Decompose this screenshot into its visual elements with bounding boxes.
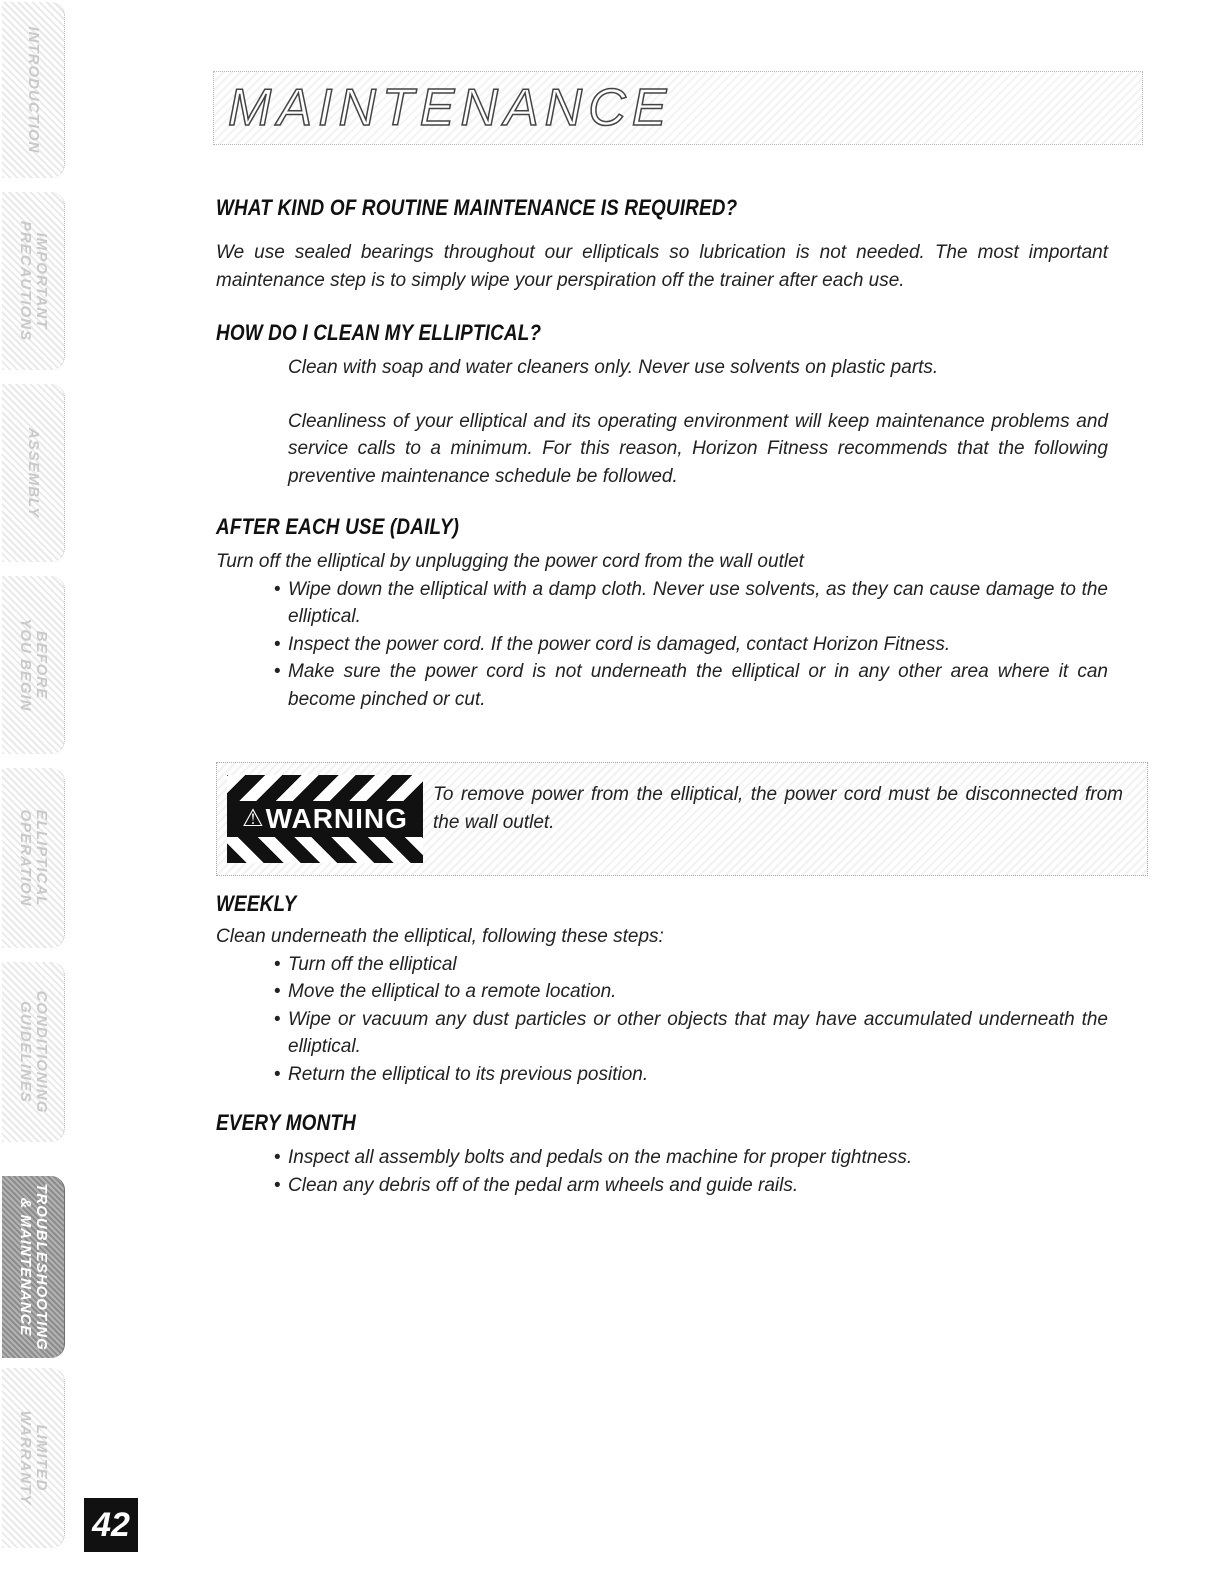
page-number: 42 xyxy=(84,1498,138,1552)
list-item: • Make sure the power cord is not underneath the elliptical or in any other area where it can become pinched or cut. xyxy=(288,658,1108,713)
list-item: • Wipe down the elliptical with a damp cloth. Never use solvents, as they can cause damage to the elliptical. xyxy=(288,576,1108,631)
tab-label: IMPORTANT PRECAUTIONS xyxy=(17,220,50,342)
bullet-list xyxy=(216,951,1108,1089)
page-title: MAINTENANCE xyxy=(228,79,673,137)
page-header xyxy=(213,71,1143,145)
bullet-list xyxy=(216,576,1108,714)
section-heading: HOW DO I CLEAN MY ELLIPTICAL? xyxy=(216,320,542,345)
warning-box xyxy=(216,762,1148,876)
tab-before-you-begin[interactable] xyxy=(2,576,65,754)
section-cleaning xyxy=(216,320,1108,490)
hazard-stripes xyxy=(227,837,423,863)
section-text: Clean with soap and water cleaners only. Never use solvents on plastic parts. xyxy=(288,357,939,378)
tab-label: LIMITED WARRANTY xyxy=(17,1410,50,1506)
tab-label: INTRODUCTION xyxy=(25,26,42,154)
tab-troubleshooting-maintenance[interactable] xyxy=(2,1176,65,1358)
main-content xyxy=(216,195,1108,1199)
section-heading: WEEKLY xyxy=(216,891,297,916)
tab-label: TROUBLESHOOTING & MAINTENANCE xyxy=(17,1183,50,1351)
warning-text: To remove power from the elliptical, the power cord must be disconnected from the wall outlet. xyxy=(433,784,1123,833)
tab-important-precautions[interactable] xyxy=(2,192,65,370)
list-item: • Wipe or vacuum any dust particles or other objects that may have accumulated underneath the elliptical. xyxy=(288,1006,1108,1061)
tab-label: ASSEMBLY xyxy=(25,427,42,519)
warning-triangle-icon: ⚠ xyxy=(242,805,264,832)
section-weekly xyxy=(216,891,1108,1088)
warning-word: WARNING xyxy=(265,803,408,834)
list-item: • Clean any debris off of the pedal arm wheels and guide rails. xyxy=(288,1172,1108,1200)
hazard-stripes xyxy=(227,775,423,801)
warning-badge xyxy=(227,775,423,863)
bullet-list xyxy=(216,1144,1108,1199)
section-text: Cleanliness of your elliptical and its operating environment will keep maintenance problems and service calls to a minimum. For this reason, Horizon Fitness recommends that the following preventive maintenance schedule be followed. xyxy=(288,410,1108,487)
list-item: • Inspect the power cord. If the power cord is damaged, contact Horizon Fitness. xyxy=(288,631,1108,659)
tab-label: BEFORE YOU BEGIN xyxy=(17,618,50,712)
section-routine-maintenance xyxy=(216,195,1108,294)
tab-assembly[interactable] xyxy=(2,384,65,562)
tab-conditioning-guidelines[interactable] xyxy=(2,962,65,1142)
section-tabs xyxy=(0,0,80,1584)
section-daily xyxy=(216,514,1108,713)
section-monthly xyxy=(216,1110,1108,1199)
tab-limited-warranty[interactable] xyxy=(2,1368,65,1548)
warning-label xyxy=(227,801,423,837)
tab-label: ELLIPTICAL OPERATION xyxy=(17,809,50,907)
section-intro: Turn off the elliptical by unplugging the power cord from the wall outlet xyxy=(216,551,804,572)
section-text: We use sealed bearings throughout our ellipticals so lubrication is not needed. The most important maintenance step is to simply wipe your perspiration off the trainer after each use. xyxy=(216,242,1108,291)
tab-label: CONDITIONING GUIDELINES xyxy=(17,990,50,1114)
tab-elliptical-operation[interactable] xyxy=(2,768,65,948)
list-item: • Return the elliptical to its previous position. xyxy=(288,1061,1108,1089)
section-heading: EVERY MONTH xyxy=(216,1110,356,1135)
list-item: • Move the elliptical to a remote location. xyxy=(288,978,1108,1006)
list-item: • Inspect all assembly bolts and pedals on the machine for proper tightness. xyxy=(288,1144,1108,1172)
section-heading: WHAT KIND OF ROUTINE MAINTENANCE IS REQUIRED? xyxy=(216,195,738,220)
section-heading: AFTER EACH USE (DAILY) xyxy=(216,514,460,539)
section-intro: Clean underneath the elliptical, following these steps: xyxy=(216,926,664,947)
tab-introduction[interactable] xyxy=(2,2,65,178)
list-item: • Turn off the elliptical xyxy=(288,951,1108,979)
